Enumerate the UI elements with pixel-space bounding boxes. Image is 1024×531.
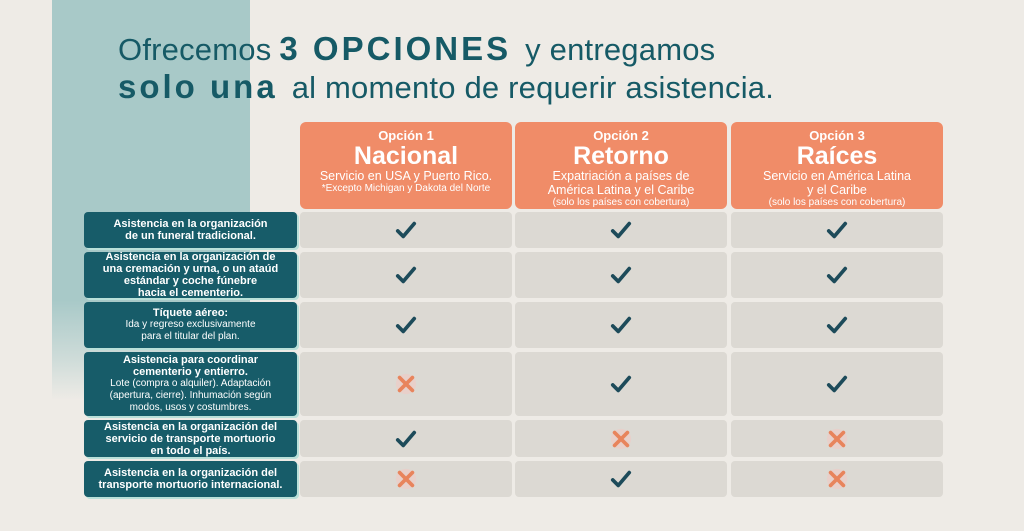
check-icon — [610, 264, 632, 286]
row-subtitle-line: (apertura, cierre). Inhumación según — [109, 390, 272, 401]
check-icon — [395, 264, 417, 286]
coverage-cell — [300, 302, 512, 348]
row-title-line: estándar y coche fúnebre — [123, 275, 258, 287]
cross-icon — [395, 373, 417, 395]
coverage-cell — [515, 352, 727, 416]
coverage-cell — [300, 420, 512, 457]
check-icon — [610, 373, 632, 395]
row-label-6 — [84, 461, 297, 497]
coverage-cell — [515, 420, 727, 457]
row-label-3 — [84, 302, 297, 348]
headline-line-2 — [118, 68, 998, 106]
check-icon — [610, 314, 632, 336]
check-icon — [826, 219, 848, 241]
row-title-line: Tíquete aéreo: — [152, 307, 229, 319]
row-label-4 — [84, 352, 297, 416]
cross-icon — [826, 428, 848, 450]
check-icon — [826, 264, 848, 286]
coverage-cell — [515, 461, 727, 497]
row-subtitle-line: modos, usos y costumbres. — [129, 402, 252, 413]
row-title-line: transporte mortuorio internacional. — [98, 479, 283, 491]
check-icon — [610, 219, 632, 241]
coverage-cell — [515, 302, 727, 348]
coverage-cell — [731, 352, 943, 416]
option-description: Servicio en USA y Puerto Rico. — [319, 169, 493, 183]
headline-line-1 — [118, 30, 998, 68]
cross-icon — [610, 428, 632, 450]
option-label: Opción 1 — [378, 128, 434, 143]
option-header-2 — [515, 122, 727, 209]
headline — [118, 30, 998, 106]
cross-icon — [826, 468, 848, 490]
option-label: Opción 3 — [809, 128, 865, 143]
row-label-1 — [84, 212, 297, 248]
option-header-3 — [731, 122, 943, 209]
option-description: América Latina y el Caribe — [547, 183, 695, 197]
row-title-line: Asistencia en la organización del — [104, 467, 277, 479]
headline-emphasis: solo una — [118, 67, 278, 105]
headline-text: y entregamos — [525, 32, 716, 67]
check-icon — [395, 428, 417, 450]
row-subtitle-line: para el titular del plan. — [141, 331, 240, 342]
option-header-1 — [300, 122, 512, 209]
row-title-line: Asistencia en la organización de — [105, 251, 276, 263]
coverage-cell — [731, 461, 943, 497]
row-title-line: Asistencia en la organización — [113, 218, 268, 230]
coverage-cell — [731, 212, 943, 248]
headline-emphasis: 3 OPCIONES — [279, 30, 512, 67]
row-title-line: servicio de transporte mortuorio — [105, 432, 276, 445]
row-title-line: hacia el cementerio. — [137, 287, 244, 299]
headline-text: al momento de requerir asistencia. — [291, 69, 775, 105]
row-label-5 — [84, 420, 297, 457]
check-icon — [395, 219, 417, 241]
cross-icon — [395, 468, 417, 490]
option-label: Opción 2 — [593, 128, 649, 143]
coverage-cell — [300, 212, 512, 248]
coverage-cell — [300, 352, 512, 416]
option-note: (solo los países con cobertura) — [768, 197, 906, 208]
option-note: (solo los países con cobertura) — [552, 197, 690, 208]
option-name: Raíces — [796, 142, 878, 170]
check-icon — [610, 468, 632, 490]
option-note: *Excepto Michigan y Dakota del Norte — [321, 183, 491, 194]
row-title-line: Asistencia en la organización del — [104, 420, 277, 433]
option-name: Retorno — [573, 142, 669, 170]
coverage-cell — [300, 461, 512, 497]
option-description: Servicio en América Latina — [763, 169, 911, 183]
row-label-2 — [84, 252, 297, 298]
coverage-cell — [515, 212, 727, 248]
row-title-line: de un funeral tradicional. — [125, 230, 256, 242]
coverage-cell — [515, 252, 727, 298]
row-subtitle-line: Ida y regreso exclusivamente — [125, 319, 256, 330]
option-description: y el Caribe — [807, 183, 867, 197]
coverage-cell — [300, 252, 512, 298]
row-title-line: una cremación y urna, o un ataúd — [102, 263, 279, 275]
headline-text: Ofrecemos — [118, 32, 272, 67]
check-icon — [826, 373, 848, 395]
check-icon — [826, 314, 848, 336]
row-title-line: en todo el país. — [150, 444, 231, 457]
coverage-cell — [731, 420, 943, 457]
option-description: Expatriación a países de — [552, 169, 690, 183]
check-icon — [395, 314, 417, 336]
row-subtitle-line: Lote (compra o alquiler). Adaptación — [110, 378, 271, 389]
row-title-line: cementerio y entierro. — [133, 366, 248, 378]
coverage-cell — [731, 252, 943, 298]
coverage-cell — [731, 302, 943, 348]
option-name: Nacional — [353, 142, 459, 170]
row-title-line: Asistencia para coordinar — [122, 354, 259, 366]
